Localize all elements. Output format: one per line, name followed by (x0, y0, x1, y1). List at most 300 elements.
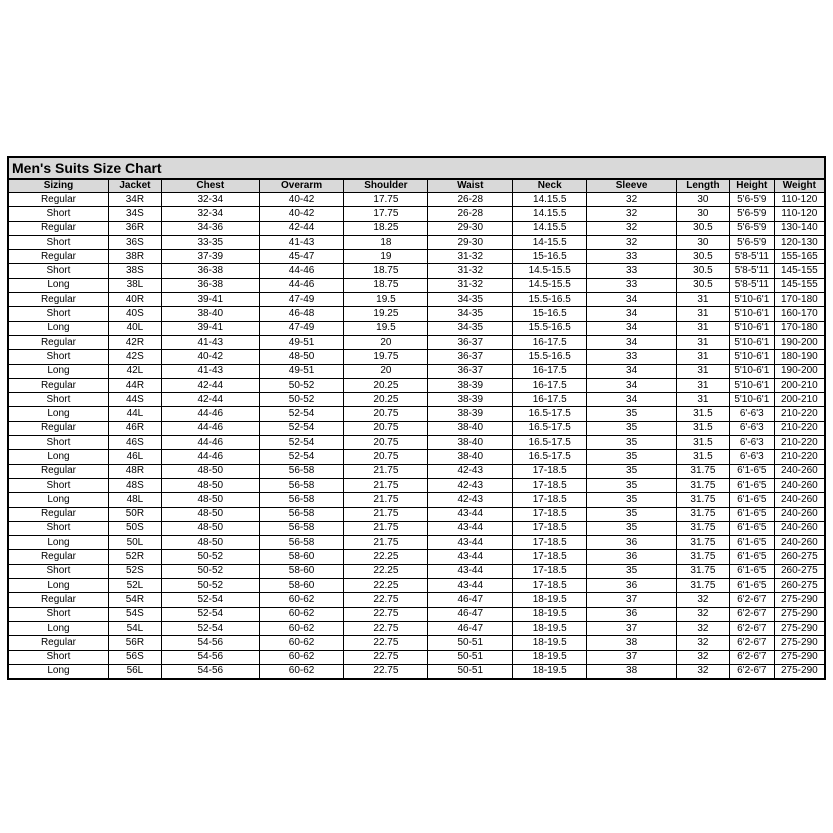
cell-height: 5'6-5'9 (729, 207, 774, 221)
cell-chest: 54-56 (161, 636, 259, 650)
cell-sizing: Long (9, 407, 108, 421)
cell-length: 31.75 (676, 521, 729, 535)
cell-neck: 17-18.5 (513, 464, 587, 478)
cell-length: 31 (676, 350, 729, 364)
cell-neck: 16.5-17.5 (513, 407, 587, 421)
table-row (9, 335, 824, 349)
table-row (9, 307, 824, 321)
cell-chest: 44-46 (161, 436, 259, 450)
cell-neck: 18-19.5 (513, 636, 587, 650)
table-row (9, 393, 824, 407)
cell-overarm: 47-49 (259, 293, 344, 307)
cell-waist: 43-44 (428, 521, 513, 535)
cell-shoulder: 19.5 (344, 321, 428, 335)
cell-jacket: 48L (108, 493, 161, 507)
column-header-sizing: Sizing (9, 180, 108, 193)
table-row (9, 550, 824, 564)
cell-shoulder: 18.75 (344, 264, 428, 278)
cell-neck: 18-19.5 (513, 664, 587, 678)
cell-chest: 42-44 (161, 378, 259, 392)
cell-sizing: Regular (9, 378, 108, 392)
cell-sizing: Short (9, 264, 108, 278)
cell-shoulder: 22.25 (344, 564, 428, 578)
table-row (9, 607, 824, 621)
cell-length: 30 (676, 235, 729, 249)
table-row (9, 250, 824, 264)
cell-neck: 15.5-16.5 (513, 321, 587, 335)
cell-sizing: Long (9, 579, 108, 593)
cell-sleeve: 33 (587, 250, 677, 264)
column-header-neck: Neck (513, 180, 587, 193)
column-header-length: Length (676, 180, 729, 193)
cell-height: 5'10-6'1 (729, 350, 774, 364)
cell-height: 6'2-6'7 (729, 593, 774, 607)
cell-chest: 42-44 (161, 393, 259, 407)
cell-sleeve: 32 (587, 235, 677, 249)
cell-waist: 34-35 (428, 307, 513, 321)
cell-weight: 160-170 (774, 307, 824, 321)
cell-overarm: 58-60 (259, 579, 344, 593)
cell-length: 30 (676, 193, 729, 207)
cell-waist: 50-51 (428, 650, 513, 664)
table-row (9, 493, 824, 507)
cell-chest: 36-38 (161, 264, 259, 278)
cell-weight: 210-220 (774, 436, 824, 450)
cell-jacket: 48R (108, 464, 161, 478)
cell-waist: 31-32 (428, 264, 513, 278)
cell-neck: 16-17.5 (513, 393, 587, 407)
cell-weight: 190-200 (774, 335, 824, 349)
cell-neck: 14.5-15.5 (513, 278, 587, 292)
cell-overarm: 44-46 (259, 278, 344, 292)
cell-chest: 54-56 (161, 650, 259, 664)
cell-shoulder: 22.75 (344, 607, 428, 621)
cell-height: 5'10-6'1 (729, 364, 774, 378)
cell-jacket: 52L (108, 579, 161, 593)
cell-neck: 16.5-17.5 (513, 436, 587, 450)
cell-weight: 260-275 (774, 550, 824, 564)
cell-height: 6'1-6'5 (729, 493, 774, 507)
cell-sleeve: 38 (587, 636, 677, 650)
cell-neck: 15.5-16.5 (513, 350, 587, 364)
cell-chest: 50-52 (161, 550, 259, 564)
cell-weight: 240-260 (774, 493, 824, 507)
cell-length: 31.75 (676, 579, 729, 593)
cell-weight: 210-220 (774, 421, 824, 435)
column-header-sleeve: Sleeve (587, 180, 677, 193)
cell-overarm: 45-47 (259, 250, 344, 264)
cell-sleeve: 35 (587, 478, 677, 492)
table-row (9, 521, 824, 535)
cell-sleeve: 34 (587, 307, 677, 321)
cell-overarm: 49-51 (259, 335, 344, 349)
cell-waist: 46-47 (428, 621, 513, 635)
cell-neck: 16.5-17.5 (513, 450, 587, 464)
cell-length: 32 (676, 664, 729, 678)
cell-sizing: Short (9, 235, 108, 249)
cell-waist: 42-43 (428, 464, 513, 478)
cell-chest: 44-46 (161, 407, 259, 421)
cell-jacket: 38L (108, 278, 161, 292)
cell-shoulder: 19.25 (344, 307, 428, 321)
cell-chest: 38-40 (161, 307, 259, 321)
cell-overarm: 52-54 (259, 436, 344, 450)
cell-length: 31 (676, 393, 729, 407)
cell-shoulder: 22.25 (344, 550, 428, 564)
cell-waist: 43-44 (428, 507, 513, 521)
table-body (9, 193, 824, 679)
cell-weight: 110-120 (774, 193, 824, 207)
cell-sizing: Long (9, 493, 108, 507)
cell-jacket: 40L (108, 321, 161, 335)
cell-height: 5'10-6'1 (729, 307, 774, 321)
cell-jacket: 44S (108, 393, 161, 407)
cell-weight: 240-260 (774, 521, 824, 535)
cell-neck: 16-17.5 (513, 364, 587, 378)
cell-sizing: Regular (9, 335, 108, 349)
cell-height: 5'8-5'11 (729, 250, 774, 264)
cell-shoulder: 22.75 (344, 650, 428, 664)
cell-jacket: 46S (108, 436, 161, 450)
column-header-height: Height (729, 180, 774, 193)
cell-chest: 52-54 (161, 607, 259, 621)
cell-sleeve: 34 (587, 321, 677, 335)
cell-overarm: 50-52 (259, 393, 344, 407)
cell-weight: 200-210 (774, 378, 824, 392)
cell-neck: 16-17.5 (513, 335, 587, 349)
cell-sleeve: 35 (587, 521, 677, 535)
cell-sizing: Regular (9, 250, 108, 264)
cell-height: 5'10-6'1 (729, 378, 774, 392)
cell-overarm: 58-60 (259, 550, 344, 564)
cell-waist: 38-39 (428, 378, 513, 392)
cell-shoulder: 21.75 (344, 507, 428, 521)
cell-shoulder: 18.25 (344, 221, 428, 235)
cell-waist: 36-37 (428, 350, 513, 364)
cell-height: 6'1-6'5 (729, 478, 774, 492)
cell-jacket: 50S (108, 521, 161, 535)
cell-sleeve: 36 (587, 579, 677, 593)
cell-shoulder: 18 (344, 235, 428, 249)
cell-weight: 170-180 (774, 293, 824, 307)
cell-height: 6'1-6'5 (729, 507, 774, 521)
cell-weight: 240-260 (774, 464, 824, 478)
cell-weight: 145-155 (774, 278, 824, 292)
cell-chest: 54-56 (161, 664, 259, 678)
cell-neck: 17-18.5 (513, 478, 587, 492)
cell-weight: 240-260 (774, 536, 824, 550)
cell-shoulder: 20.75 (344, 407, 428, 421)
cell-waist: 46-47 (428, 607, 513, 621)
cell-height: 6'1-6'5 (729, 536, 774, 550)
cell-height: 6'-6'3 (729, 436, 774, 450)
cell-length: 31.75 (676, 507, 729, 521)
cell-sizing: Long (9, 536, 108, 550)
cell-chest: 52-54 (161, 621, 259, 635)
cell-height: 6'1-6'5 (729, 521, 774, 535)
cell-height: 6'1-6'5 (729, 550, 774, 564)
cell-jacket: 56R (108, 636, 161, 650)
cell-chest: 50-52 (161, 579, 259, 593)
column-header-jacket: Jacket (108, 180, 161, 193)
cell-sizing: Regular (9, 464, 108, 478)
chart-title: Men's Suits Size Chart (9, 158, 824, 179)
cell-height: 6'-6'3 (729, 421, 774, 435)
cell-neck: 16-17.5 (513, 378, 587, 392)
cell-chest: 48-50 (161, 493, 259, 507)
cell-sleeve: 34 (587, 393, 677, 407)
table-row (9, 636, 824, 650)
cell-overarm: 56-58 (259, 521, 344, 535)
cell-shoulder: 20.75 (344, 450, 428, 464)
cell-height: 5'6-5'9 (729, 193, 774, 207)
table-row (9, 650, 824, 664)
cell-overarm: 47-49 (259, 321, 344, 335)
cell-neck: 14.15.5 (513, 207, 587, 221)
cell-sleeve: 35 (587, 464, 677, 478)
cell-length: 31 (676, 293, 729, 307)
cell-length: 30 (676, 207, 729, 221)
cell-sleeve: 36 (587, 550, 677, 564)
table-row (9, 421, 824, 435)
cell-height: 5'10-6'1 (729, 393, 774, 407)
cell-length: 32 (676, 621, 729, 635)
cell-height: 5'8-5'11 (729, 264, 774, 278)
table-row (9, 235, 824, 249)
cell-neck: 14.15.5 (513, 193, 587, 207)
cell-length: 31 (676, 364, 729, 378)
cell-waist: 38-39 (428, 393, 513, 407)
cell-waist: 38-39 (428, 407, 513, 421)
cell-sleeve: 37 (587, 593, 677, 607)
cell-length: 32 (676, 593, 729, 607)
cell-neck: 18-19.5 (513, 593, 587, 607)
cell-chest: 33-35 (161, 235, 259, 249)
cell-shoulder: 21.75 (344, 521, 428, 535)
table-row (9, 193, 824, 207)
cell-shoulder: 17.75 (344, 207, 428, 221)
table-row (9, 464, 824, 478)
cell-height: 6'1-6'5 (729, 564, 774, 578)
cell-sizing: Long (9, 364, 108, 378)
cell-waist: 43-44 (428, 536, 513, 550)
cell-weight: 240-260 (774, 507, 824, 521)
cell-height: 6'-6'3 (729, 407, 774, 421)
cell-jacket: 42R (108, 335, 161, 349)
cell-neck: 14.5-15.5 (513, 264, 587, 278)
column-header-overarm: Overarm (259, 180, 344, 193)
cell-weight: 210-220 (774, 407, 824, 421)
cell-shoulder: 17.75 (344, 193, 428, 207)
cell-waist: 43-44 (428, 579, 513, 593)
cell-length: 31 (676, 321, 729, 335)
cell-sizing: Regular (9, 550, 108, 564)
cell-weight: 145-155 (774, 264, 824, 278)
cell-jacket: 46L (108, 450, 161, 464)
cell-neck: 16.5-17.5 (513, 421, 587, 435)
cell-neck: 17-18.5 (513, 536, 587, 550)
cell-height: 6'2-6'7 (729, 636, 774, 650)
cell-waist: 36-37 (428, 364, 513, 378)
cell-chest: 48-50 (161, 507, 259, 521)
table-row (9, 364, 824, 378)
cell-waist: 26-28 (428, 193, 513, 207)
cell-chest: 32-34 (161, 207, 259, 221)
cell-shoulder: 21.75 (344, 464, 428, 478)
table-row (9, 264, 824, 278)
cell-overarm: 60-62 (259, 621, 344, 635)
cell-sizing: Regular (9, 636, 108, 650)
cell-sizing: Short (9, 307, 108, 321)
cell-shoulder: 22.25 (344, 579, 428, 593)
cell-sizing: Regular (9, 193, 108, 207)
cell-overarm: 46-48 (259, 307, 344, 321)
cell-jacket: 54L (108, 621, 161, 635)
cell-jacket: 52S (108, 564, 161, 578)
cell-neck: 15-16.5 (513, 307, 587, 321)
cell-length: 31 (676, 378, 729, 392)
table-row (9, 478, 824, 492)
cell-overarm: 58-60 (259, 564, 344, 578)
cell-waist: 43-44 (428, 550, 513, 564)
cell-shoulder: 21.75 (344, 536, 428, 550)
cell-chest: 48-50 (161, 464, 259, 478)
cell-overarm: 60-62 (259, 607, 344, 621)
table-row (9, 579, 824, 593)
cell-shoulder: 21.75 (344, 478, 428, 492)
cell-neck: 15.5-16.5 (513, 293, 587, 307)
cell-shoulder: 18.75 (344, 278, 428, 292)
cell-length: 32 (676, 636, 729, 650)
cell-overarm: 60-62 (259, 636, 344, 650)
cell-chest: 41-43 (161, 335, 259, 349)
cell-waist: 29-30 (428, 221, 513, 235)
cell-height: 6'1-6'5 (729, 579, 774, 593)
cell-height: 5'6-5'9 (729, 235, 774, 249)
cell-waist: 42-43 (428, 478, 513, 492)
cell-length: 30.5 (676, 221, 729, 235)
cell-neck: 18-19.5 (513, 621, 587, 635)
cell-waist: 50-51 (428, 664, 513, 678)
cell-overarm: 48-50 (259, 350, 344, 364)
cell-sleeve: 34 (587, 293, 677, 307)
cell-sizing: Regular (9, 593, 108, 607)
cell-sleeve: 35 (587, 421, 677, 435)
cell-sizing: Short (9, 564, 108, 578)
column-header-waist: Waist (428, 180, 513, 193)
cell-waist: 38-40 (428, 450, 513, 464)
cell-length: 31.5 (676, 436, 729, 450)
cell-length: 31 (676, 335, 729, 349)
cell-length: 31 (676, 307, 729, 321)
cell-shoulder: 20 (344, 364, 428, 378)
cell-waist: 42-43 (428, 493, 513, 507)
cell-sizing: Short (9, 350, 108, 364)
table-row (9, 507, 824, 521)
cell-waist: 50-51 (428, 636, 513, 650)
cell-weight: 240-260 (774, 478, 824, 492)
cell-overarm: 52-54 (259, 421, 344, 435)
cell-sleeve: 33 (587, 278, 677, 292)
table-row (9, 436, 824, 450)
cell-sizing: Long (9, 321, 108, 335)
cell-sleeve: 34 (587, 364, 677, 378)
table-row (9, 407, 824, 421)
column-header-chest: Chest (161, 180, 259, 193)
cell-jacket: 38R (108, 250, 161, 264)
cell-overarm: 56-58 (259, 464, 344, 478)
cell-height: 5'10-6'1 (729, 321, 774, 335)
cell-waist: 29-30 (428, 235, 513, 249)
cell-overarm: 52-54 (259, 450, 344, 464)
cell-height: 5'10-6'1 (729, 293, 774, 307)
cell-weight: 275-290 (774, 636, 824, 650)
cell-sizing: Regular (9, 293, 108, 307)
cell-length: 31.75 (676, 564, 729, 578)
cell-neck: 18-19.5 (513, 607, 587, 621)
cell-jacket: 50L (108, 536, 161, 550)
cell-jacket: 50R (108, 507, 161, 521)
cell-waist: 34-35 (428, 293, 513, 307)
cell-chest: 48-50 (161, 521, 259, 535)
cell-height: 5'6-5'9 (729, 221, 774, 235)
cell-weight: 110-120 (774, 207, 824, 221)
cell-waist: 46-47 (428, 593, 513, 607)
cell-weight: 120-130 (774, 235, 824, 249)
cell-weight: 155-165 (774, 250, 824, 264)
cell-jacket: 54R (108, 593, 161, 607)
cell-overarm: 56-58 (259, 493, 344, 507)
cell-shoulder: 22.75 (344, 621, 428, 635)
cell-shoulder: 19.5 (344, 293, 428, 307)
cell-waist: 26-28 (428, 207, 513, 221)
cell-weight: 180-190 (774, 350, 824, 364)
cell-sleeve: 34 (587, 335, 677, 349)
table-row (9, 221, 824, 235)
cell-chest: 52-54 (161, 593, 259, 607)
cell-sizing: Regular (9, 421, 108, 435)
cell-jacket: 52R (108, 550, 161, 564)
cell-jacket: 44L (108, 407, 161, 421)
cell-overarm: 44-46 (259, 264, 344, 278)
cell-jacket: 56S (108, 650, 161, 664)
cell-weight: 260-275 (774, 564, 824, 578)
cell-jacket: 46R (108, 421, 161, 435)
cell-waist: 43-44 (428, 564, 513, 578)
cell-sleeve: 33 (587, 350, 677, 364)
table-row (9, 536, 824, 550)
cell-jacket: 36S (108, 235, 161, 249)
cell-sleeve: 35 (587, 493, 677, 507)
size-chart (7, 156, 826, 680)
cell-height: 6'2-6'7 (729, 650, 774, 664)
cell-weight: 275-290 (774, 621, 824, 635)
cell-sizing: Long (9, 621, 108, 635)
cell-waist: 38-40 (428, 421, 513, 435)
cell-neck: 17-18.5 (513, 493, 587, 507)
cell-overarm: 56-58 (259, 507, 344, 521)
cell-chest: 37-39 (161, 250, 259, 264)
cell-chest: 48-50 (161, 536, 259, 550)
cell-sleeve: 32 (587, 193, 677, 207)
table-row (9, 321, 824, 335)
cell-sizing: Short (9, 607, 108, 621)
cell-jacket: 54S (108, 607, 161, 621)
cell-height: 6'1-6'5 (729, 464, 774, 478)
cell-sleeve: 35 (587, 436, 677, 450)
column-header-shoulder: Shoulder (344, 180, 428, 193)
cell-length: 31.75 (676, 464, 729, 478)
